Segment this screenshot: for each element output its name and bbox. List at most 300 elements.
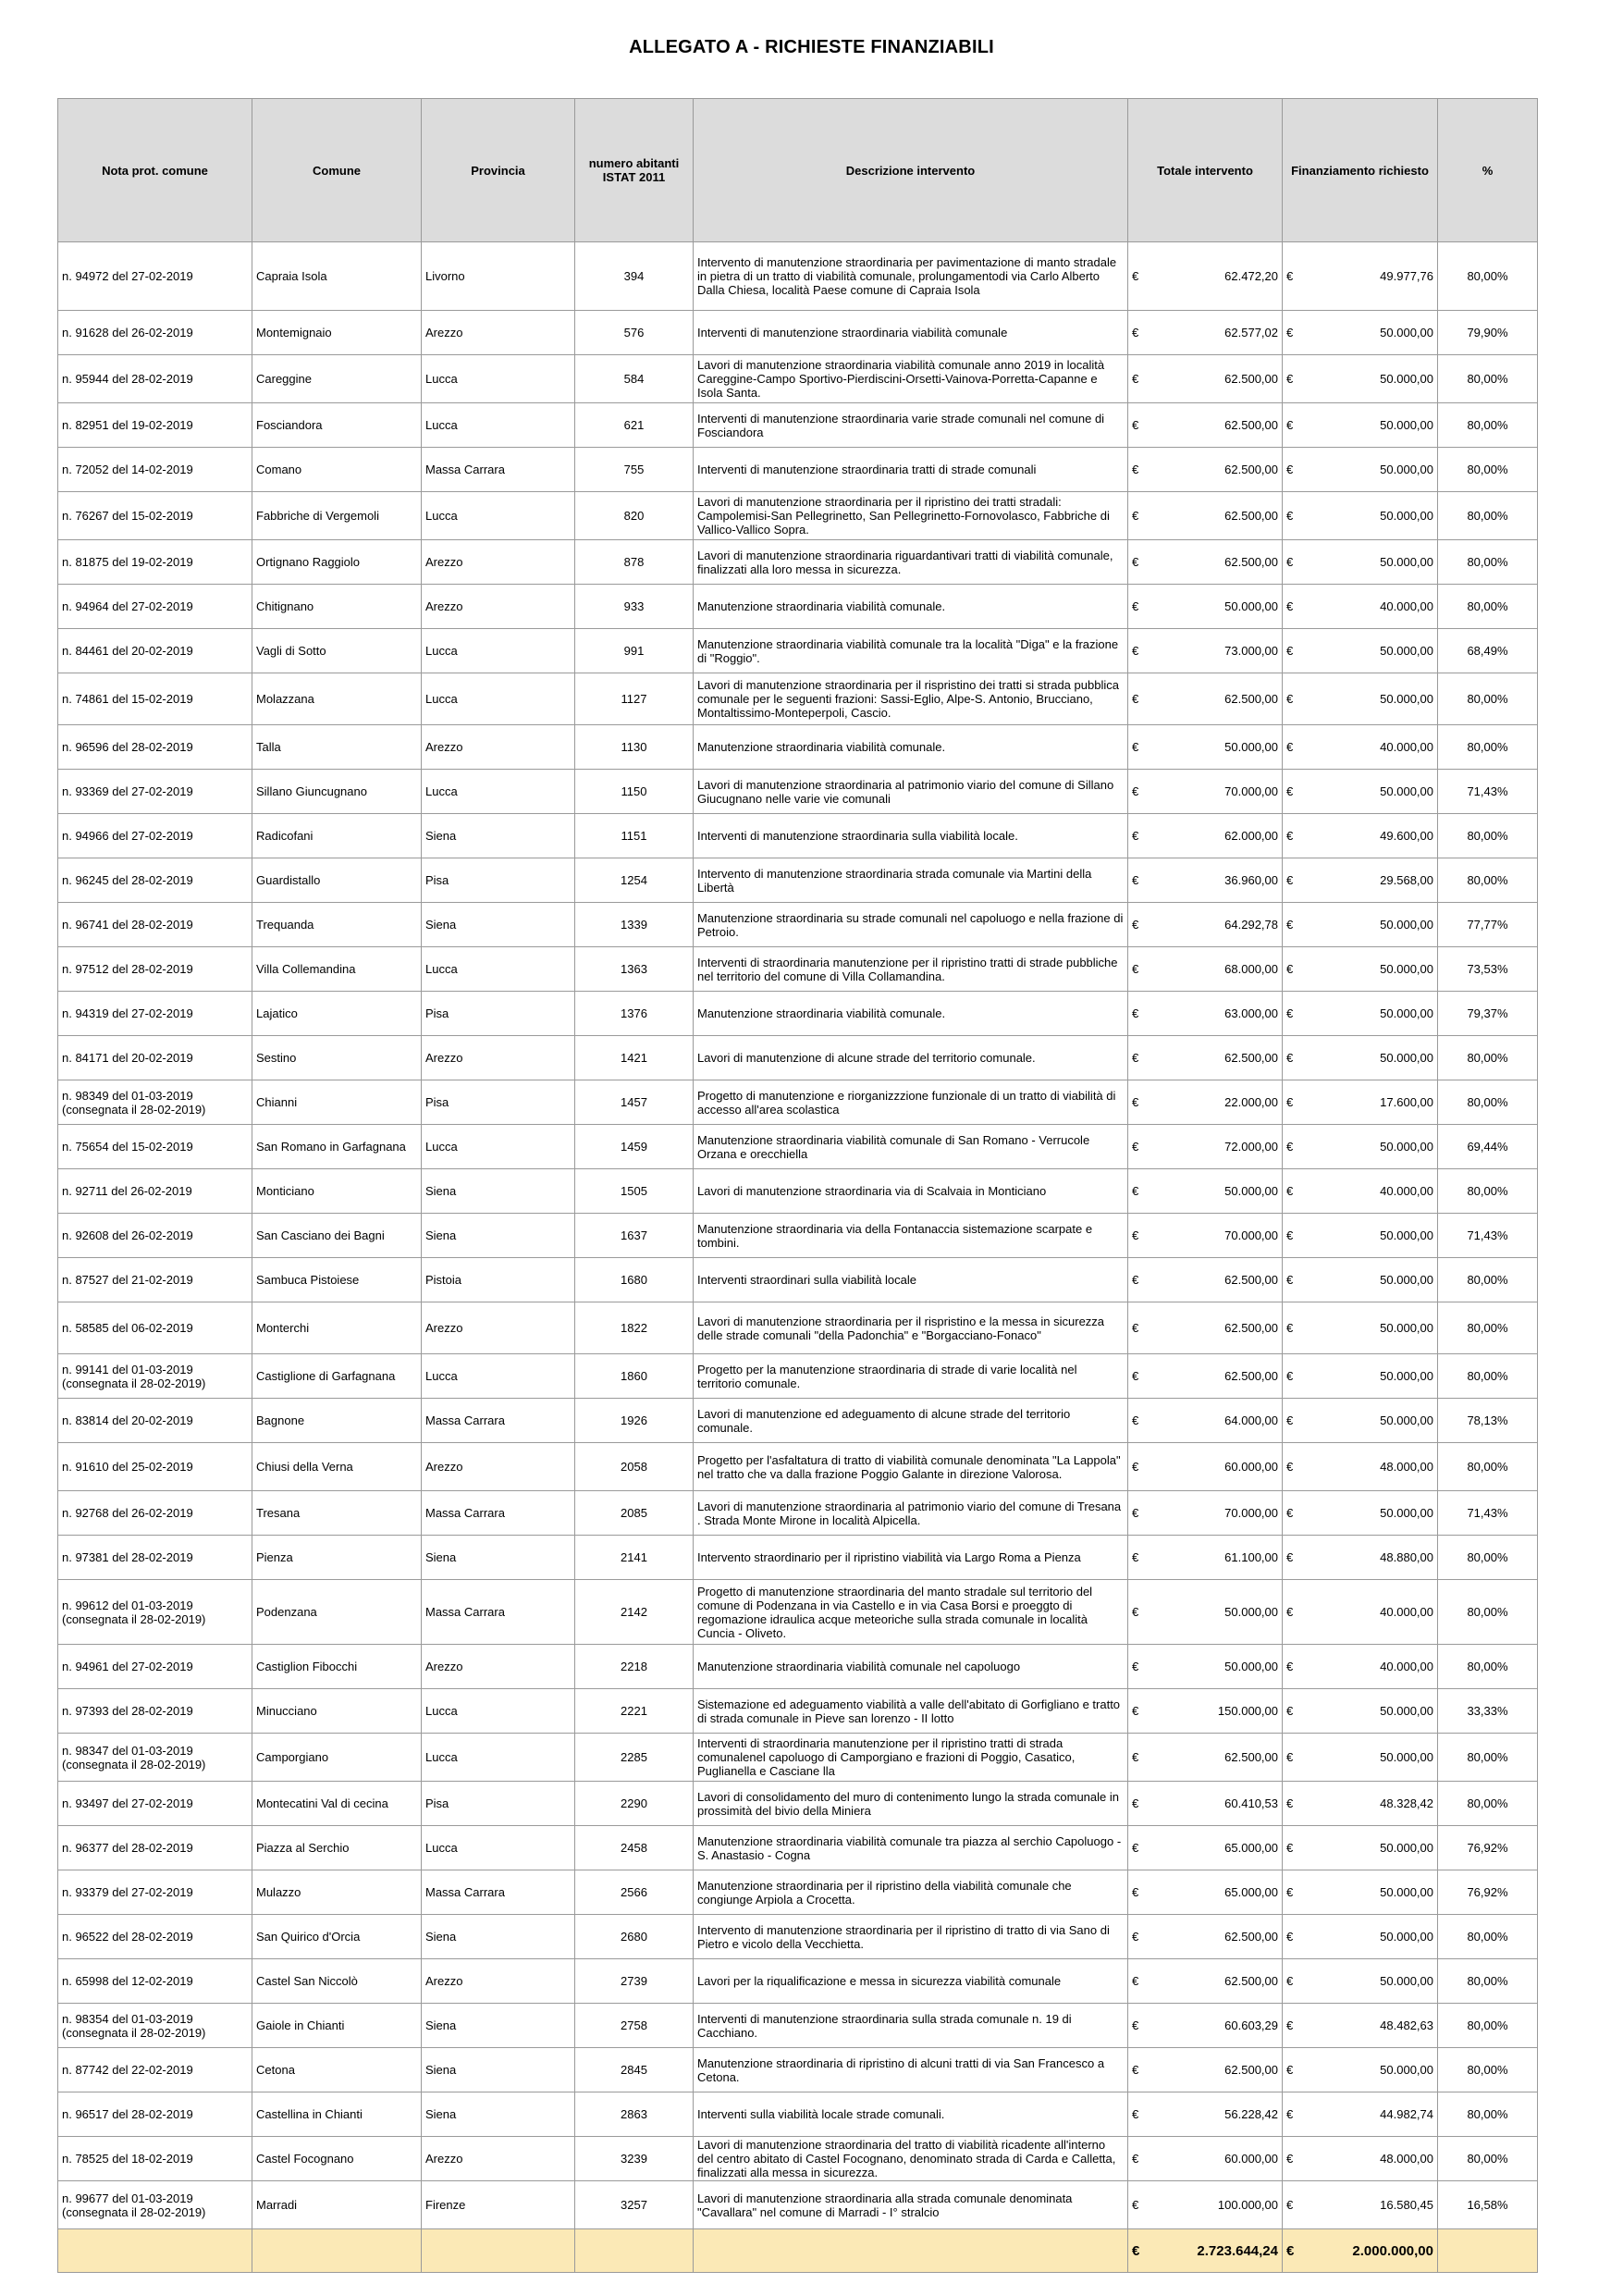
cell-descrizione: Interventi di straordinaria manutenzione per il ripristino tratti di strada comunalenel capoluogo di Camporgiano e frazioni di Poggio, Casatico, Puglianella e Casciane lla — [694, 1734, 1128, 1782]
cell-percentuale: 80,00% — [1438, 1258, 1538, 1302]
amount-value: 62.500,00 — [1224, 1930, 1278, 1944]
currency-symbol: € — [1286, 740, 1294, 754]
col-header-provincia: Provincia — [422, 99, 575, 242]
cell-finanziamento — [1283, 2181, 1438, 2229]
cell-nota: n. 97393 del 28-02-2019 — [58, 1689, 252, 1734]
amount-value: 100.000,00 — [1217, 2198, 1278, 2212]
cell-descrizione: Interventi di manutenzione straordinaria tratti di strade comunali — [694, 448, 1128, 492]
table-row — [58, 403, 1538, 448]
cell-totale — [1128, 1915, 1283, 1959]
amount-value: 50.000,00 — [1224, 599, 1278, 613]
cell-comune: Castel Focognano — [252, 2137, 422, 2181]
cell-nota: n. 98347 del 01-03-2019 (consegnata il 28-02-2019) — [58, 1734, 252, 1782]
cell-nota: n. 78525 del 18-02-2019 — [58, 2137, 252, 2181]
table-row — [58, 585, 1538, 629]
currency-symbol: € — [1286, 2152, 1294, 2166]
currency-symbol: € — [1132, 1930, 1139, 1944]
page-title: ALLEGATO A - RICHIESTE FINANZIABILI — [629, 37, 994, 57]
cell-abitanti: 878 — [575, 540, 694, 585]
cell-comune: Castellina in Chianti — [252, 2092, 422, 2137]
cell-descrizione: Lavori di manutenzione straordinaria del tratto di viabilità ricadente all'interno del centro abitato di Castel Focognano, denominato strada di Carda e Calletta, finalizzati alla messa in sicurezza. — [694, 2137, 1128, 2181]
amount-value: 50.000,00 — [1380, 1140, 1433, 1154]
totals-empty-cell — [1438, 2229, 1538, 2273]
currency-symbol: € — [1132, 644, 1139, 658]
cell-nota: n. 96245 del 28-02-2019 — [58, 858, 252, 903]
amount-value: 50.000,00 — [1380, 1704, 1433, 1718]
cell-percentuale: 69,44% — [1438, 1125, 1538, 1169]
cell-percentuale: 80,00% — [1438, 585, 1538, 629]
cell-percentuale: 33,33% — [1438, 1689, 1538, 1734]
cell-percentuale: 76,92% — [1438, 1826, 1538, 1870]
cell-provincia: Lucca — [422, 1734, 575, 1782]
currency-symbol: € — [1132, 1841, 1139, 1855]
cell-nota: n. 91628 del 26-02-2019 — [58, 311, 252, 355]
table-row — [58, 673, 1538, 725]
currency-symbol: € — [1286, 962, 1294, 976]
cell-descrizione: Manutenzione straordinaria via della Fontanaccia sistemazione scarpate e tombini. — [694, 1214, 1128, 1258]
amount-value: 50.000,00 — [1224, 1605, 1278, 1619]
amount-value: 50.000,00 — [1380, 555, 1433, 569]
cell-comune: Minucciano — [252, 1689, 422, 1734]
table-row — [58, 355, 1538, 403]
table-row — [58, 1036, 1538, 1080]
cell-abitanti: 576 — [575, 311, 694, 355]
amount-value: 50.000,00 — [1380, 1974, 1433, 1988]
cell-finanziamento — [1283, 725, 1438, 770]
cell-comune: Bagnone — [252, 1399, 422, 1443]
cell-totale — [1128, 1826, 1283, 1870]
amount-value: 50.000,00 — [1380, 1750, 1433, 1764]
currency-symbol: € — [1286, 1605, 1294, 1619]
cell-percentuale: 79,90% — [1438, 311, 1538, 355]
cell-nota: n. 91610 del 25-02-2019 — [58, 1443, 252, 1491]
cell-finanziamento — [1283, 311, 1438, 355]
cell-provincia: Lucca — [422, 492, 575, 540]
cell-provincia: Pisa — [422, 1782, 575, 1826]
table-row — [58, 2181, 1538, 2229]
cell-provincia: Massa Carrara — [422, 1870, 575, 1915]
currency-symbol: € — [1132, 1369, 1139, 1383]
cell-totale — [1128, 2181, 1283, 2229]
cell-descrizione: Interventi straordinari sulla viabilità locale — [694, 1258, 1128, 1302]
cell-nota: n. 97381 del 28-02-2019 — [58, 1536, 252, 1580]
amount-value: 50.000,00 — [1380, 962, 1433, 976]
currency-symbol: € — [1132, 2152, 1139, 2166]
cell-descrizione: Intervento di manutenzione straordinaria per il ripristino di tratto di via Sano di Pietro e vicolo della Vecchietta. — [694, 1915, 1128, 1959]
cell-nota: n. 96596 del 28-02-2019 — [58, 725, 252, 770]
cell-nota: n. 58585 del 06-02-2019 — [58, 1302, 252, 1354]
amount-value: 50.000,00 — [1224, 1660, 1278, 1673]
cell-comune: Castiglione di Garfagnana — [252, 1354, 422, 1399]
cell-descrizione: Interventi sulla viabilità locale strade comunali. — [694, 2092, 1128, 2137]
currency-symbol: € — [1132, 326, 1139, 339]
cell-provincia: Livorno — [422, 242, 575, 311]
cell-percentuale: 80,00% — [1438, 1036, 1538, 1080]
table-row — [58, 1125, 1538, 1169]
cell-abitanti: 1151 — [575, 814, 694, 858]
cell-abitanti: 2739 — [575, 1959, 694, 2004]
amount-value: 50.000,00 — [1224, 1184, 1278, 1198]
cell-provincia: Lucca — [422, 1354, 575, 1399]
cell-finanziamento — [1283, 1354, 1438, 1399]
cell-nota: n. 92711 del 26-02-2019 — [58, 1169, 252, 1214]
col-header-finanziamento: Finanziamento richiesto — [1283, 99, 1438, 242]
table-row — [58, 1080, 1538, 1125]
cell-totale — [1128, 992, 1283, 1036]
cell-finanziamento — [1283, 2137, 1438, 2181]
cell-finanziamento — [1283, 1080, 1438, 1125]
currency-symbol: € — [1286, 2198, 1294, 2212]
cell-finanziamento — [1283, 947, 1438, 992]
cell-abitanti: 1459 — [575, 1125, 694, 1169]
cell-provincia: Arezzo — [422, 725, 575, 770]
totals-empty-cell — [694, 2229, 1128, 2273]
cell-nota: n. 87742 del 22-02-2019 — [58, 2048, 252, 2092]
amount-value: 50.000,00 — [1380, 1930, 1433, 1944]
currency-symbol: € — [1132, 2242, 1140, 2259]
cell-totale — [1128, 1258, 1283, 1302]
amount-value: 40.000,00 — [1380, 740, 1433, 754]
currency-symbol: € — [1132, 1273, 1139, 1287]
amount-value: 50.000,00 — [1380, 509, 1433, 523]
currency-symbol: € — [1286, 1228, 1294, 1242]
cell-descrizione: Sistemazione ed adeguamento viabilità a valle dell'abitato di Gorfigliano e tratto di strada comunale in Pieve san lorenzo - II lotto — [694, 1689, 1128, 1734]
amount-value: 40.000,00 — [1380, 599, 1433, 613]
cell-descrizione: Manutenzione straordinaria per il ripristino della viabilità comunale che congiunge Arpiola a Crocetta. — [694, 1870, 1128, 1915]
cell-abitanti: 2221 — [575, 1689, 694, 1734]
cell-provincia: Lucca — [422, 403, 575, 448]
cell-comune: Castiglion Fibocchi — [252, 1645, 422, 1689]
cell-provincia: Siena — [422, 2048, 575, 2092]
cell-totale — [1128, 770, 1283, 814]
amount-value: 48.328,42 — [1380, 1796, 1433, 1810]
cell-percentuale: 80,00% — [1438, 2004, 1538, 2048]
cell-abitanti: 1254 — [575, 858, 694, 903]
currency-symbol: € — [1132, 2063, 1139, 2077]
cell-provincia: Siena — [422, 2004, 575, 2048]
cell-totale — [1128, 1125, 1283, 1169]
cell-comune: Villa Collemandina — [252, 947, 422, 992]
cell-finanziamento — [1283, 1125, 1438, 1169]
cell-percentuale: 80,00% — [1438, 673, 1538, 725]
cell-totale — [1128, 1169, 1283, 1214]
currency-symbol: € — [1286, 873, 1294, 887]
table-row — [58, 947, 1538, 992]
amount-value: 50.000,00 — [1380, 1051, 1433, 1065]
cell-totale — [1128, 1080, 1283, 1125]
amount-value: 50.000,00 — [1380, 692, 1433, 706]
cell-descrizione: Intervento straordinario per il ripristino viabilità via Largo Roma a Pienza — [694, 1536, 1128, 1580]
cell-descrizione: Lavori di manutenzione straordinaria alla strada comunale denominata "Cavallara" nel comune di Marradi - I° stralcio — [694, 2181, 1128, 2229]
cell-nota: n. 98354 del 01-03-2019 (consegnata il 28-02-2019) — [58, 2004, 252, 2048]
currency-symbol: € — [1286, 1273, 1294, 1287]
cell-finanziamento — [1283, 2048, 1438, 2092]
table-row — [58, 540, 1538, 585]
currency-symbol: € — [1132, 692, 1139, 706]
currency-symbol: € — [1132, 1413, 1139, 1427]
cell-finanziamento — [1283, 492, 1438, 540]
cell-descrizione: Lavori per la riqualificazione e messa in sicurezza viabilità comunale — [694, 1959, 1128, 2004]
currency-symbol: € — [1132, 1140, 1139, 1154]
cell-comune: Castel San Niccolò — [252, 1959, 422, 2004]
table-row — [58, 1645, 1538, 1689]
cell-nota: n. 96517 del 28-02-2019 — [58, 2092, 252, 2137]
col-header-descrizione: Descrizione intervento — [694, 99, 1128, 242]
cell-descrizione: Lavori di manutenzione straordinaria al patrimonio viario del comune di Sillano Giucugnano nelle varie vie comunali — [694, 770, 1128, 814]
currency-symbol: € — [1286, 418, 1294, 432]
table-row — [58, 492, 1538, 540]
table-row — [58, 1734, 1538, 1782]
cell-comune: Ortignano Raggiolo — [252, 540, 422, 585]
cell-provincia: Arezzo — [422, 1443, 575, 1491]
amount-value: 50.000,00 — [1380, 1841, 1433, 1855]
amount-value: 65.000,00 — [1224, 1885, 1278, 1899]
cell-totale — [1128, 903, 1283, 947]
cell-percentuale: 71,43% — [1438, 770, 1538, 814]
cell-percentuale: 80,00% — [1438, 242, 1538, 311]
cell-descrizione: Interventi di straordinaria manutenzione per il ripristino tratti di strade pubbliche nel territorio del comune di Villa Collamandina. — [694, 947, 1128, 992]
cell-abitanti: 3257 — [575, 2181, 694, 2229]
cell-nota: n. 94966 del 27-02-2019 — [58, 814, 252, 858]
cell-percentuale: 80,00% — [1438, 1734, 1538, 1782]
cell-percentuale: 71,43% — [1438, 1491, 1538, 1536]
amount-value: 50.000,00 — [1380, 1506, 1433, 1520]
cell-abitanti: 1860 — [575, 1354, 694, 1399]
cell-nota: n. 83814 del 20-02-2019 — [58, 1399, 252, 1443]
amount-value: 62.472,20 — [1224, 269, 1278, 283]
cell-totale — [1128, 1782, 1283, 1826]
currency-symbol: € — [1286, 1321, 1294, 1335]
table-row — [58, 1258, 1538, 1302]
cell-abitanti: 1637 — [575, 1214, 694, 1258]
cell-totale — [1128, 242, 1283, 311]
cell-descrizione: Lavori di manutenzione ed adeguamento di alcune strade del territorio comunale. — [694, 1399, 1128, 1443]
cell-descrizione: Progetto di manutenzione straordinaria del manto stradale sul territorio del comune di Podenzana in via Castello e in via Casa Borsi e proeggto di regomazione idraulica acque meteoriche sulla strada comunale in località Cuncia - Oliveto. — [694, 1580, 1128, 1645]
amount-value: 72.000,00 — [1224, 1140, 1278, 1154]
cell-totale — [1128, 629, 1283, 673]
cell-provincia: Siena — [422, 1536, 575, 1580]
cell-percentuale: 68,49% — [1438, 629, 1538, 673]
table-row — [58, 1399, 1538, 1443]
amount-value: 62.500,00 — [1224, 555, 1278, 569]
cell-finanziamento — [1283, 2004, 1438, 2048]
cell-comune: San Casciano dei Bagni — [252, 1214, 422, 1258]
cell-descrizione: Lavori di manutenzione straordinaria via di Scalvaia in Monticiano — [694, 1169, 1128, 1214]
currency-symbol: € — [1286, 2107, 1294, 2121]
amount-value: 36.960,00 — [1224, 873, 1278, 887]
currency-symbol: € — [1132, 372, 1139, 386]
currency-symbol: € — [1132, 418, 1139, 432]
cell-abitanti: 1822 — [575, 1302, 694, 1354]
amount-value: 50.000,00 — [1380, 1885, 1433, 1899]
cell-nota: n. 75654 del 15-02-2019 — [58, 1125, 252, 1169]
col-header-percentuale: % — [1438, 99, 1538, 242]
currency-symbol: € — [1286, 1095, 1294, 1109]
currency-symbol: € — [1286, 1369, 1294, 1383]
cell-comune: Guardistallo — [252, 858, 422, 903]
cell-finanziamento — [1283, 403, 1438, 448]
cell-finanziamento — [1283, 2092, 1438, 2137]
totals-row — [58, 2229, 1538, 2273]
cell-percentuale: 80,00% — [1438, 2048, 1538, 2092]
cell-provincia: Lucca — [422, 770, 575, 814]
cell-percentuale: 80,00% — [1438, 403, 1538, 448]
cell-percentuale: 80,00% — [1438, 2092, 1538, 2137]
currency-symbol: € — [1286, 1460, 1294, 1474]
amount-value: 62.500,00 — [1224, 692, 1278, 706]
cell-comune: Cetona — [252, 2048, 422, 2092]
cell-abitanti: 1457 — [575, 1080, 694, 1125]
cell-totale — [1128, 1491, 1283, 1536]
amount-value: 50.000,00 — [1380, 784, 1433, 798]
currency-symbol: € — [1132, 2107, 1139, 2121]
currency-symbol: € — [1132, 1605, 1139, 1619]
amount-value: 73.000,00 — [1224, 644, 1278, 658]
amount-value: 63.000,00 — [1224, 1006, 1278, 1020]
cell-percentuale: 80,00% — [1438, 1645, 1538, 1689]
currency-symbol: € — [1132, 918, 1139, 932]
amount-value: 29.568,00 — [1380, 873, 1433, 887]
cell-descrizione: Manutenzione straordinaria viabilità comunale. — [694, 725, 1128, 770]
cell-finanziamento — [1283, 858, 1438, 903]
cell-abitanti: 933 — [575, 585, 694, 629]
cell-descrizione: Manutenzione straordinaria di ripristino di alcuni tratti di via San Francesco a Cetona. — [694, 2048, 1128, 2092]
cell-nota: n. 76267 del 15-02-2019 — [58, 492, 252, 540]
currency-symbol: € — [1286, 1140, 1294, 1154]
currency-symbol: € — [1132, 873, 1139, 887]
amount-value: 50.000,00 — [1380, 463, 1433, 476]
cell-descrizione: Interventi di manutenzione straordinaria sulla viabilità locale. — [694, 814, 1128, 858]
table-row — [58, 992, 1538, 1036]
table-row — [58, 1536, 1538, 1580]
table-row — [58, 770, 1538, 814]
currency-symbol: € — [1132, 463, 1139, 476]
amount-value: 17.600,00 — [1380, 1095, 1433, 1109]
currency-symbol: € — [1286, 1413, 1294, 1427]
cell-abitanti: 3239 — [575, 2137, 694, 2181]
cell-totale — [1128, 2048, 1283, 2092]
table-row — [58, 1169, 1538, 1214]
currency-symbol: € — [1132, 269, 1139, 283]
currency-symbol: € — [1286, 326, 1294, 339]
table-row — [58, 1870, 1538, 1915]
cell-totale — [1128, 1214, 1283, 1258]
table-row — [58, 903, 1538, 947]
amount-value: 61.100,00 — [1224, 1550, 1278, 1564]
cell-descrizione: Lavori di consolidamento del muro di contenimento lungo la strada comunale in prossimità del bivio della Miniera — [694, 1782, 1128, 1826]
col-header-abitanti: numero abitanti ISTAT 2011 — [575, 99, 694, 242]
cell-totale — [1128, 1734, 1283, 1782]
cell-percentuale: 80,00% — [1438, 1443, 1538, 1491]
cell-totale — [1128, 1302, 1283, 1354]
currency-symbol: € — [1132, 1550, 1139, 1564]
cell-provincia: Lucca — [422, 1826, 575, 1870]
currency-symbol: € — [1286, 269, 1294, 283]
cell-finanziamento — [1283, 1399, 1438, 1443]
amount-value: 50.000,00 — [1380, 2063, 1433, 2077]
currency-symbol: € — [1286, 1750, 1294, 1764]
cell-comune: Chitignano — [252, 585, 422, 629]
amount-value: 50.000,00 — [1380, 418, 1433, 432]
currency-symbol: € — [1132, 1750, 1139, 1764]
currency-symbol: € — [1132, 1974, 1139, 1988]
cell-finanziamento — [1283, 1645, 1438, 1689]
cell-totale — [1128, 725, 1283, 770]
cell-percentuale: 79,37% — [1438, 992, 1538, 1036]
cell-descrizione: Progetto per la manutenzione straordinaria di strade di varie località nel territorio comunale. — [694, 1354, 1128, 1399]
currency-symbol: € — [1286, 509, 1294, 523]
currency-symbol: € — [1132, 1051, 1139, 1065]
cell-nota: n. 65998 del 12-02-2019 — [58, 1959, 252, 2004]
currency-symbol: € — [1286, 644, 1294, 658]
cell-comune: Gaiole in Chianti — [252, 2004, 422, 2048]
cell-percentuale: 80,00% — [1438, 814, 1538, 858]
currency-symbol: € — [1286, 1841, 1294, 1855]
amount-value: 62.500,00 — [1224, 1321, 1278, 1335]
cell-descrizione: Progetto di manutenzione e riorganizzzione funzionale di un tratto di viabilità di accesso all'area scolastica — [694, 1080, 1128, 1125]
amount-value: 70.000,00 — [1224, 1228, 1278, 1242]
table-row — [58, 1214, 1538, 1258]
table-row — [58, 1826, 1538, 1870]
totals-empty-cell — [252, 2229, 422, 2273]
cell-totale — [1128, 1645, 1283, 1689]
cell-abitanti: 2290 — [575, 1782, 694, 1826]
cell-comune: Chianni — [252, 1080, 422, 1125]
cell-totale — [1128, 1959, 1283, 2004]
amount-value: 62.000,00 — [1224, 829, 1278, 843]
currency-symbol: € — [1132, 1006, 1139, 1020]
cell-abitanti: 1505 — [575, 1169, 694, 1214]
cell-abitanti: 991 — [575, 629, 694, 673]
table-row — [58, 1302, 1538, 1354]
cell-provincia: Massa Carrara — [422, 1399, 575, 1443]
cell-nota: n. 84171 del 20-02-2019 — [58, 1036, 252, 1080]
currency-symbol: € — [1132, 2018, 1139, 2032]
cell-finanziamento — [1283, 673, 1438, 725]
cell-comune: Trequanda — [252, 903, 422, 947]
cell-percentuale: 80,00% — [1438, 355, 1538, 403]
cell-nota: n. 92768 del 26-02-2019 — [58, 1491, 252, 1536]
funding-table — [57, 98, 1538, 2273]
cell-abitanti: 1680 — [575, 1258, 694, 1302]
cell-provincia: Arezzo — [422, 585, 575, 629]
cell-abitanti: 584 — [575, 355, 694, 403]
cell-percentuale: 77,77% — [1438, 903, 1538, 947]
cell-descrizione: Manutenzione straordinaria viabilità comunale. — [694, 585, 1128, 629]
cell-provincia: Lucca — [422, 355, 575, 403]
table-row — [58, 2048, 1538, 2092]
currency-symbol: € — [1132, 1506, 1139, 1520]
cell-percentuale: 80,00% — [1438, 1959, 1538, 2004]
cell-finanziamento — [1283, 1689, 1438, 1734]
cell-descrizione: Lavori di manutenzione di alcune strade del territorio comunale. — [694, 1036, 1128, 1080]
cell-percentuale: 80,00% — [1438, 1580, 1538, 1645]
cell-abitanti: 2218 — [575, 1645, 694, 1689]
amount-value: 48.880,00 — [1380, 1550, 1433, 1564]
cell-totale — [1128, 1354, 1283, 1399]
amount-value: 62.500,00 — [1224, 1369, 1278, 1383]
cell-totale — [1128, 2092, 1283, 2137]
amount-value: 62.500,00 — [1224, 418, 1278, 432]
currency-symbol: € — [1286, 1796, 1294, 1810]
amount-value: 50.000,00 — [1380, 372, 1433, 386]
amount-value: 40.000,00 — [1380, 1605, 1433, 1619]
cell-percentuale: 80,00% — [1438, 2137, 1538, 2181]
cell-finanziamento — [1283, 1580, 1438, 1645]
cell-abitanti: 621 — [575, 403, 694, 448]
cell-finanziamento — [1283, 448, 1438, 492]
cell-abitanti: 2758 — [575, 2004, 694, 2048]
